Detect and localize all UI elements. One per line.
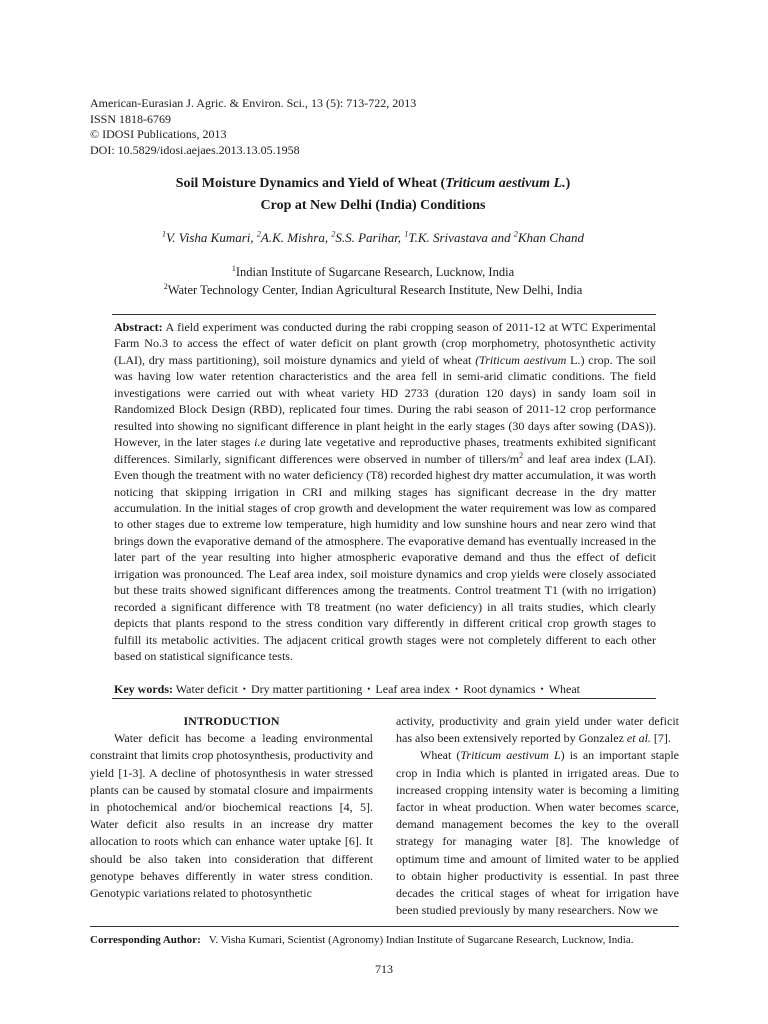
author-name: T.K. Srivastava and	[408, 230, 514, 245]
issn: ISSN 1818-6769	[90, 111, 172, 126]
paragraph-text: activity, productivity and grain yield under water deficit has also been extensively reported by Gonzalez	[396, 714, 679, 746]
journal-header	[90, 96, 416, 158]
author-list	[90, 229, 656, 246]
paper-title	[90, 173, 656, 217]
author-name: V. Visha Kumari,	[166, 230, 257, 245]
corresponding-author-text: V. Visha Kumari, Scientist (Agronomy) Indian Institute of Sugarcane Research, Lucknow, India.	[208, 934, 634, 946]
abstract-label: Abstract:	[114, 320, 163, 334]
keyword: Water deficit	[175, 682, 238, 696]
title-species: Triticum aestivum L.	[445, 176, 566, 191]
keyword: Dry matter partitioning	[250, 682, 363, 696]
author-name: A.K. Mishra,	[260, 230, 332, 245]
body-column-left	[90, 713, 373, 902]
abstract-superscript: 2	[519, 450, 524, 460]
author-affil-mark: 2	[256, 229, 261, 239]
page-number: 713	[375, 962, 393, 976]
title-line-2: Crop at New Delhi (India) Conditions	[260, 198, 486, 213]
author-name: S.S. Parihar,	[335, 230, 405, 245]
paragraph-italic: et al.	[626, 731, 651, 746]
title-text: Soil Moisture Dynamics and Yield of Wheat (	[175, 176, 446, 191]
keyword-separator: •	[367, 684, 371, 694]
abstract-top-rule	[112, 314, 656, 315]
title-line-1	[90, 173, 656, 195]
author-affil-mark: 2	[331, 229, 336, 239]
doi: DOI: 10.5829/idosi.aejaes.2013.13.05.1958	[90, 142, 300, 157]
paragraph-italic: Triticum aestivum L	[460, 748, 561, 763]
affil-text: Indian Institute of Sugarcane Research, Lucknow, India	[235, 265, 515, 279]
abstract-italic: i.e	[254, 435, 266, 450]
affil-text: Water Technology Center, Indian Agricultural Research Institute, New Delhi, India	[167, 283, 583, 297]
author-affil-mark: 1	[404, 229, 409, 239]
author-name: Khan Chand	[517, 230, 584, 245]
affiliation-list	[90, 263, 656, 299]
title-text: )	[565, 176, 571, 191]
keywords-bottom-rule	[112, 698, 656, 699]
section-heading: INTRODUCTION	[183, 714, 280, 728]
paragraph-text: ) is an important staple crop in India which is planted in irrigated areas. Due to increased cropping intensity water is becoming a limiting factor in wheat production. When water becomes scarce, demand management becomes the key to the overall strategy for managing water [8]. The knowledge of optimum time and amount of limited water to be applied to obtain higher productivity is essential. In past three decades the critical stages of wheat for irrigation have been studied previously by many researchers. Now we	[396, 748, 679, 918]
abstract-text: during late vegetative and reproductive phases, treatments exhibited significant differences. Similarly, significant differences were observed in number of tillers/m	[114, 435, 656, 466]
affiliation-1	[90, 263, 656, 281]
abstract-text: L.) crop. The soil was having low water retention characteristics and the area fell in semi-arid climatic conditions. The field investigations were carried out with wheat variety HD 2733 (duration 120 days) in sandy loam soil in Randomized Block Design (RBD), replicated four times. During the rabi season of 2011-12 crop performance resulted into showing no significant difference in plant height in the early stages (30 days after sowing (DAS)). However, in the later stages	[114, 352, 656, 450]
affil-mark: 1	[231, 263, 236, 273]
keywords	[114, 681, 656, 697]
paragraph-text: [7].	[650, 731, 671, 746]
author-affil-mark: 2	[513, 229, 518, 239]
footer-rule	[90, 926, 679, 927]
journal-citation: American-Eurasian J. Agric. & Environ. Sci., 13 (5): 713-722, 2013	[90, 96, 417, 110]
abstract-text: A field experiment was conducted during the rabi cropping season of 2011-12 at WTC Experimental Farm No.3 to access the effect of water deficit on plant growth (crop morphometry, photosynthetic activity (LAI), dry mass partitioning), soil moisture dynamics and yield of wheat	[114, 320, 656, 367]
paragraph	[396, 713, 679, 747]
body-column-right	[396, 713, 679, 919]
corresponding-author-label: Corresponding Author:	[90, 934, 201, 946]
keyword: Leaf area index	[375, 682, 451, 696]
affiliation-2	[90, 281, 656, 299]
keywords-label: Key words:	[114, 682, 173, 696]
keyword: Wheat	[548, 682, 580, 696]
abstract-text: and leaf area index (LAI). Even though the treatment with no water deficiency (T8) recorded highest dry matter accumulation, it was worth noticing that skipping irrigation in CRI and milking stages has significant decrease in the dry matter accumulation. In the initial stages of crop growth and development the water requirement was low as compared to other stages due to extreme low temperature, high humidity and low sunshine hours and near zero wind that brings down the evaporative demand of the atmosphere. The evaporative demand has eventually increased in the later part of the year resulting into higher atmospheric evaporative demand and thus the effect of deficit irrigation was pronounced. The Leaf area index, soil moisture dynamics and crop yields were closely associated but these traits showed significant differences among the treatments. Control treatment T1 (with no irrigation) recorded a significant difference with T8 treatment (no water deficiency) in all traits studies, which clearly depicts that plants respond to the stress condition vary differently in different critical crop growth stages to fulfill its metabolic activities. The adjacent critical growth stages were not completely different to each other based on statistical significance tests.	[114, 451, 656, 664]
paragraph-text: Wheat (	[420, 748, 461, 763]
author-affil-mark: 1	[162, 229, 166, 239]
keyword: Root dynamics	[463, 682, 536, 696]
affil-mark: 2	[163, 281, 168, 291]
keyword-separator: •	[242, 684, 246, 694]
paragraph	[396, 747, 679, 919]
abstract	[114, 319, 656, 665]
copyright: © IDOSI Publications, 2013	[90, 127, 227, 141]
paragraph: Water deficit has become a leading environmental constraint that limits crop photosynthesis, productivity and yield [1-3]. A decline of photosynthesis in water stressed plants can be caused by stomatal closure and impairments in photochemical and/or biochemical reactions [4, 5]. Water deficit also results in an increase dry matter allocation to roots which can enhance water uptake [6]. It should be also taken into consideration that different genotype behaves differently in water stress condition. Genotypic variations related to photosynthetic	[90, 731, 373, 901]
keyword-separator: •	[540, 684, 544, 694]
keyword-separator: •	[455, 684, 459, 694]
corresponding-author	[90, 933, 633, 947]
abstract-species: (Triticum aestivum	[475, 352, 567, 367]
